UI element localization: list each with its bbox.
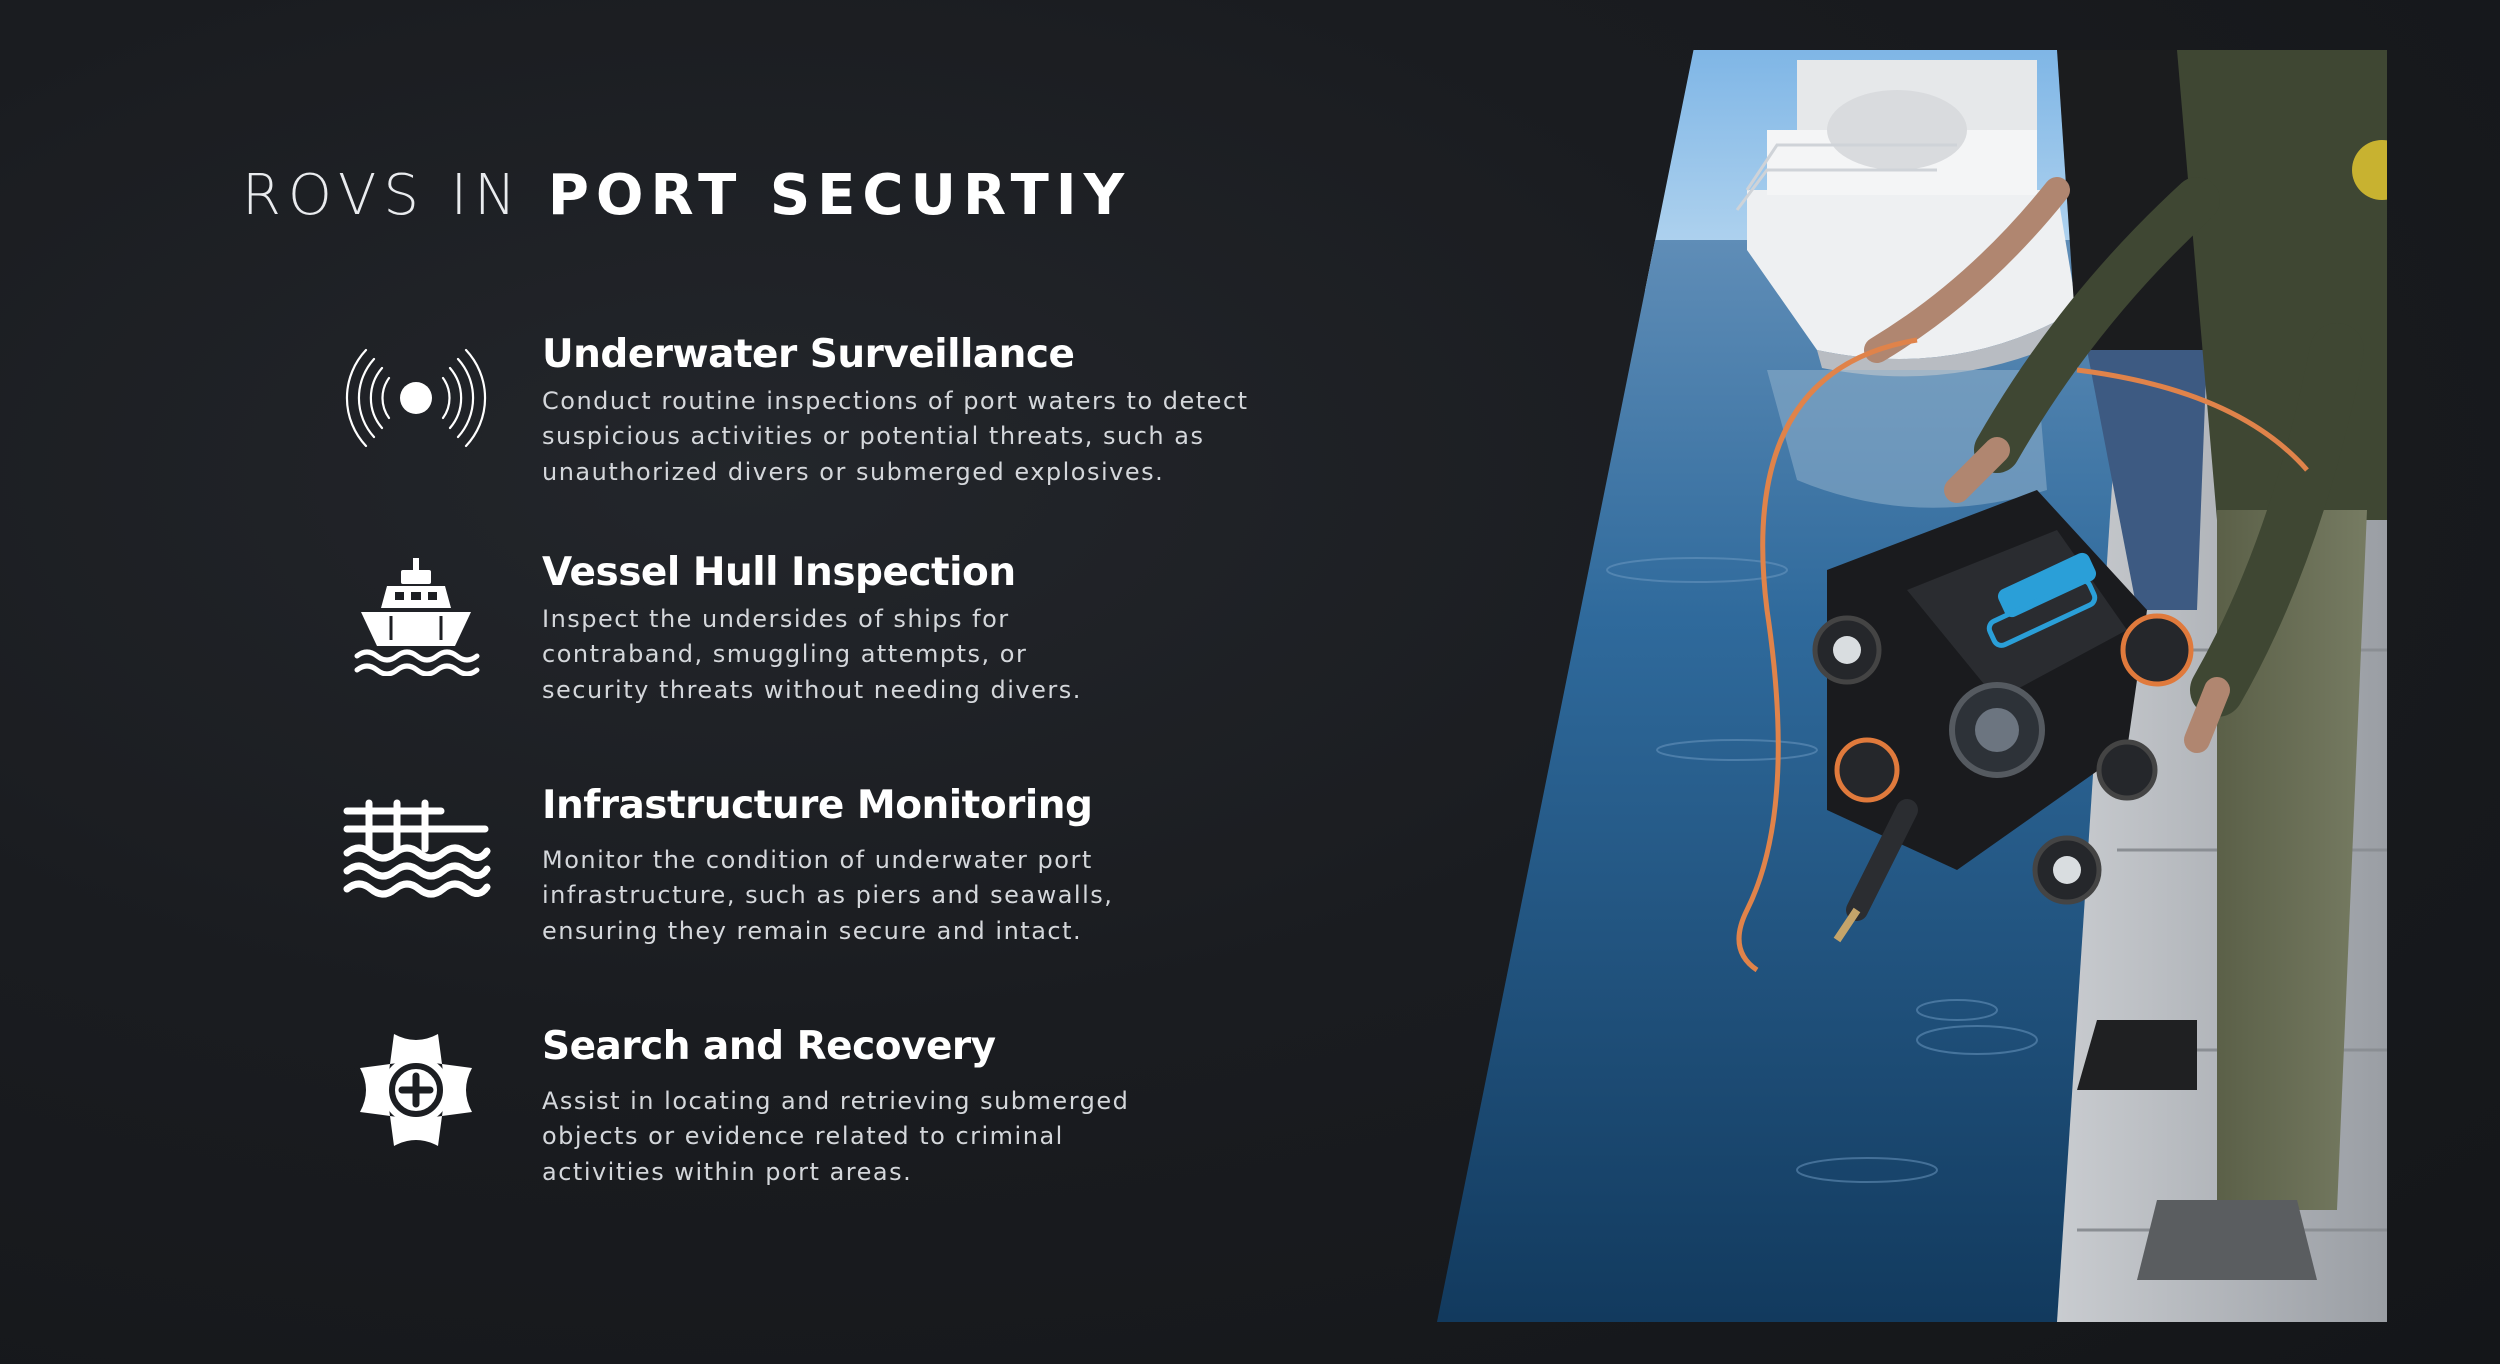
page-title bbox=[242, 163, 1132, 228]
rescue-cross-icon bbox=[336, 1025, 496, 1155]
description-line: Assist in locating and retrieving submerged bbox=[542, 1086, 1130, 1115]
feature-underwater-surveillance bbox=[336, 333, 1256, 533]
feature-heading: Underwater Surveillance bbox=[542, 332, 1075, 377]
title-light: ROVS IN bbox=[242, 163, 548, 228]
rov-deployment-photo bbox=[1437, 50, 2387, 1322]
signal-broadcast-icon bbox=[336, 333, 496, 463]
feature-heading: Vessel Hull Inspection bbox=[542, 550, 1016, 595]
description-line: unauthorized divers or submerged explosives. bbox=[542, 457, 1165, 486]
feature-vessel-hull-inspection bbox=[336, 551, 1256, 751]
title-bold: PORT SECURTIY bbox=[547, 163, 1132, 228]
feature-description bbox=[542, 602, 1262, 709]
description-line: Monitor the condition of underwater port bbox=[542, 845, 1093, 874]
description-line: Inspect the undersides of ships for bbox=[542, 604, 1010, 633]
feature-description bbox=[542, 843, 1262, 950]
description-line: security threats without needing divers. bbox=[542, 675, 1082, 704]
feature-search-and-recovery bbox=[336, 1025, 1256, 1225]
description-line: objects or evidence related to criminal bbox=[542, 1122, 1064, 1151]
feature-heading: Search and Recovery bbox=[542, 1024, 996, 1069]
description-line: ensuring they remain secure and intact. bbox=[542, 916, 1083, 945]
description-line: contraband, smuggling attempts, or bbox=[542, 640, 1028, 669]
feature-description bbox=[542, 1084, 1262, 1191]
description-line: Conduct routine inspections of port waters to detect bbox=[542, 386, 1249, 415]
pier-water-icon bbox=[336, 784, 496, 914]
feature-infrastructure-monitoring bbox=[336, 784, 1256, 984]
description-line: infrastructure, such as piers and seawalls, bbox=[542, 881, 1114, 910]
ship-icon bbox=[336, 551, 496, 681]
feature-description bbox=[542, 384, 1262, 491]
description-line: activities within port areas. bbox=[542, 1157, 913, 1186]
feature-heading: Infrastructure Monitoring bbox=[542, 783, 1093, 828]
description-line: suspicious activities or potential threats, such as bbox=[542, 422, 1205, 451]
